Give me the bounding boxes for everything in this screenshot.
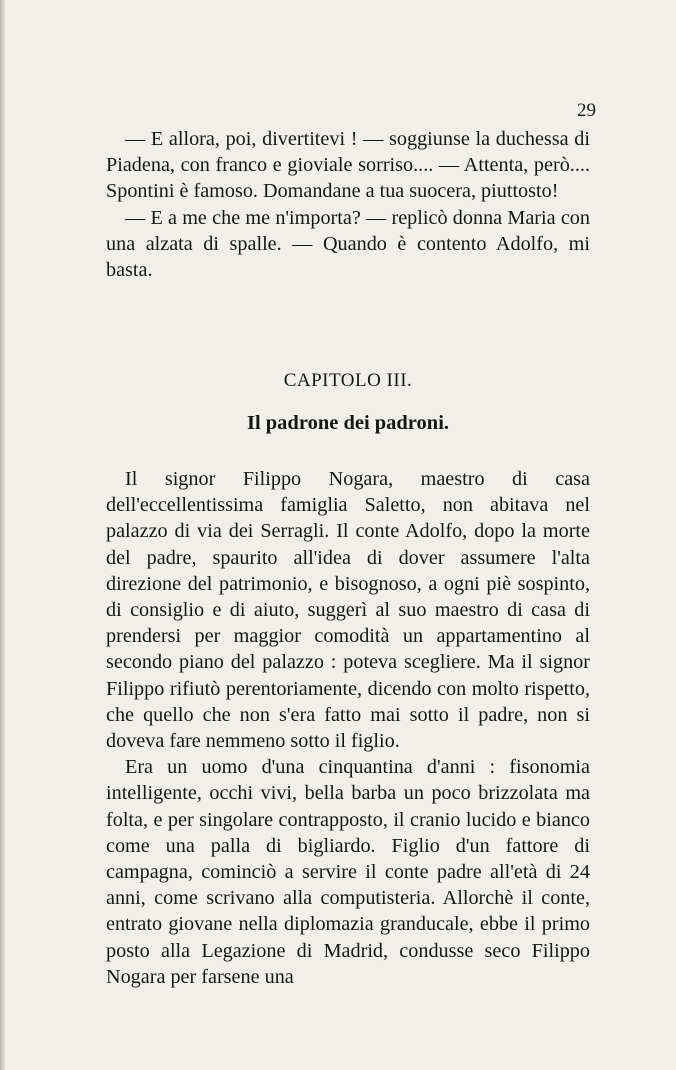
paragraph: Era un uomo d'una cinquantina d'anni : fisonomia intelligente, occhi vivi, bella barba un poco brizzolata ma folta, e per singolare contrapposto, il cranio lucido e bianco come una palla di bigliardo. Figlio d'un fattore di campagna, cominciò a servire il conte padre all'età di 24 anni, come scrivano alla computisteria. Allorchè il conte, entrato giovane nella diplomazia granducale, ebbe il primo posto alla Legazione di Madrid, condusse seco Filippo Nogara per farsene una	[106, 756, 590, 988]
opening-text	[106, 126, 590, 283]
chapter-title: Il padrone dei padroni.	[246, 412, 450, 434]
paragraph: — E allora, poi, divertitevi ! — soggiunse la duchessa di Piadena, con franco e gioviale sorriso.... — Attenta, però.... Spontini è famoso. Domandane a tua suocera, piuttosto!	[106, 128, 590, 203]
chapter-number: CAPITOLO III.	[283, 370, 413, 391]
page-number: 29	[577, 100, 596, 121]
page-binding-edge	[0, 0, 5, 1070]
chapter-text	[106, 466, 590, 990]
paragraph: — E a me che me n'importa? — replicò donna Maria con una alzata di spalle. — Quando è contento Adolfo, mi basta.	[106, 206, 590, 282]
paragraph: Il signor Filippo Nogara, maestro di casa dell'eccellentissima famiglia Saletto, non abitava nel palazzo di via dei Serragli. Il conte Adolfo, dopo la morte del padre, spaurito all'idea di dover assumere l'alta direzione del patrimonio, e bisognoso, a ogni piè sospinto, di consiglio e di aiuto, suggerì al suo maestro di casa di prendersi per maggior comodità un appartamentino al secondo piano del palazzo : poteva scegliere. Ma il signor Filippo rifiutò perentoriamente, dicendo con molto rispetto, che quello che non s'era fatto mai sotto il padre, non si doveva fare nemmeno sotto il figlio.	[106, 468, 590, 753]
